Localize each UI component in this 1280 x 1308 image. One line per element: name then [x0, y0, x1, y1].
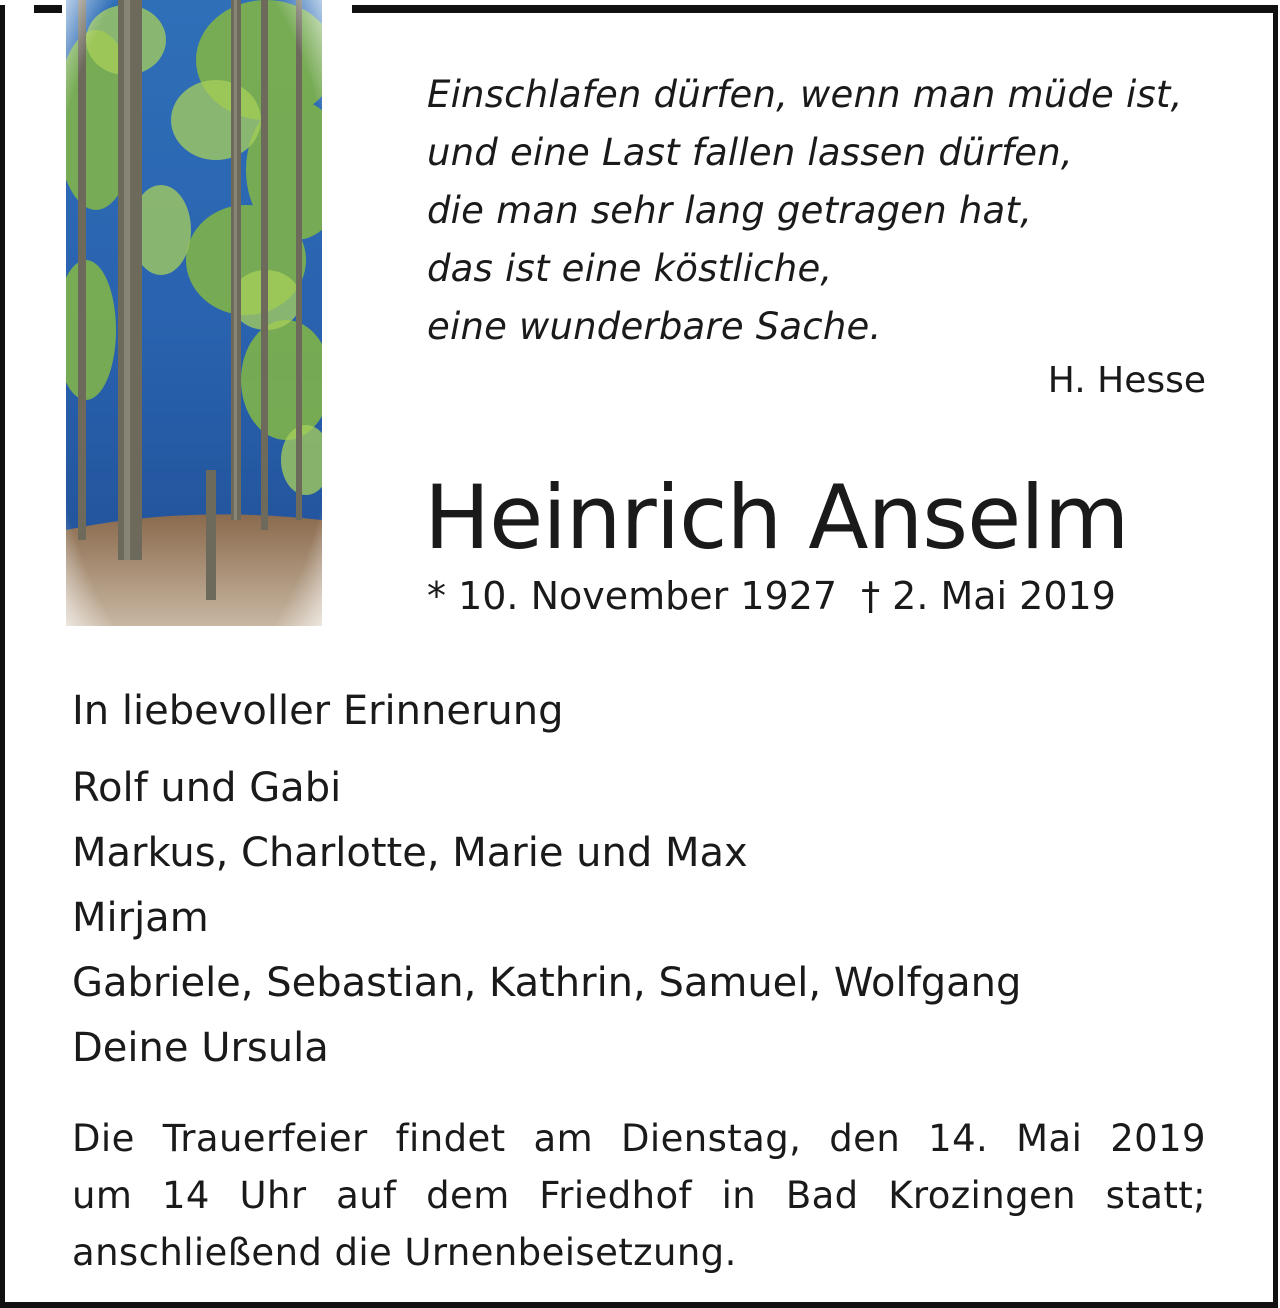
mourners-list — [72, 756, 1021, 1081]
death-date: † 2. Mai 2019 — [861, 574, 1116, 618]
frame-border-top-left — [34, 5, 62, 13]
poem-line: Einschlafen dürfen, wenn man müde ist, — [427, 73, 1183, 116]
poem-author: H. Hesse — [1047, 360, 1206, 401]
ceremony-line: um 14 Uhr auf dem Friedhof in Bad Krozingen statt; — [72, 1174, 1206, 1217]
mourner-line: Gabriele, Sebastian, Kathrin, Samuel, Wolfgang — [72, 960, 1022, 1006]
life-dates — [427, 570, 1247, 622]
ceremony-line: Die Trauerfeier findet am Dienstag, den 14. Mai 2019 — [72, 1117, 1206, 1160]
poem-line: und eine Last fallen lassen dürfen, — [427, 131, 1073, 174]
frame-border-right — [1273, 5, 1278, 1308]
mourner-line: Rolf und Gabi — [72, 765, 342, 811]
forest-trees-photo — [66, 0, 322, 626]
memory-heading: In liebevoller Erinnerung — [72, 688, 564, 734]
poem-line: eine wunderbare Sache. — [427, 305, 882, 348]
frame-border-left — [0, 5, 5, 1308]
mourner-line: Mirjam — [72, 895, 209, 941]
mourner-line: Deine Ursula — [72, 1025, 329, 1071]
ceremony-line: anschließend die Urnenbeisetzung. — [72, 1231, 737, 1274]
poem-quote — [427, 66, 1227, 356]
frame-border-top-right — [352, 5, 1278, 13]
deceased-name: Heinrich Anselm — [424, 466, 1129, 569]
poem-line: die man sehr lang getragen hat, — [427, 189, 1033, 232]
poem-line: das ist eine köstliche, — [427, 247, 833, 290]
ceremony-notice — [72, 1110, 1206, 1281]
frame-border-bottom — [0, 1302, 1278, 1308]
birth-date: * 10. November 1927 — [427, 574, 838, 618]
mourner-line: Markus, Charlotte, Marie und Max — [72, 830, 748, 876]
